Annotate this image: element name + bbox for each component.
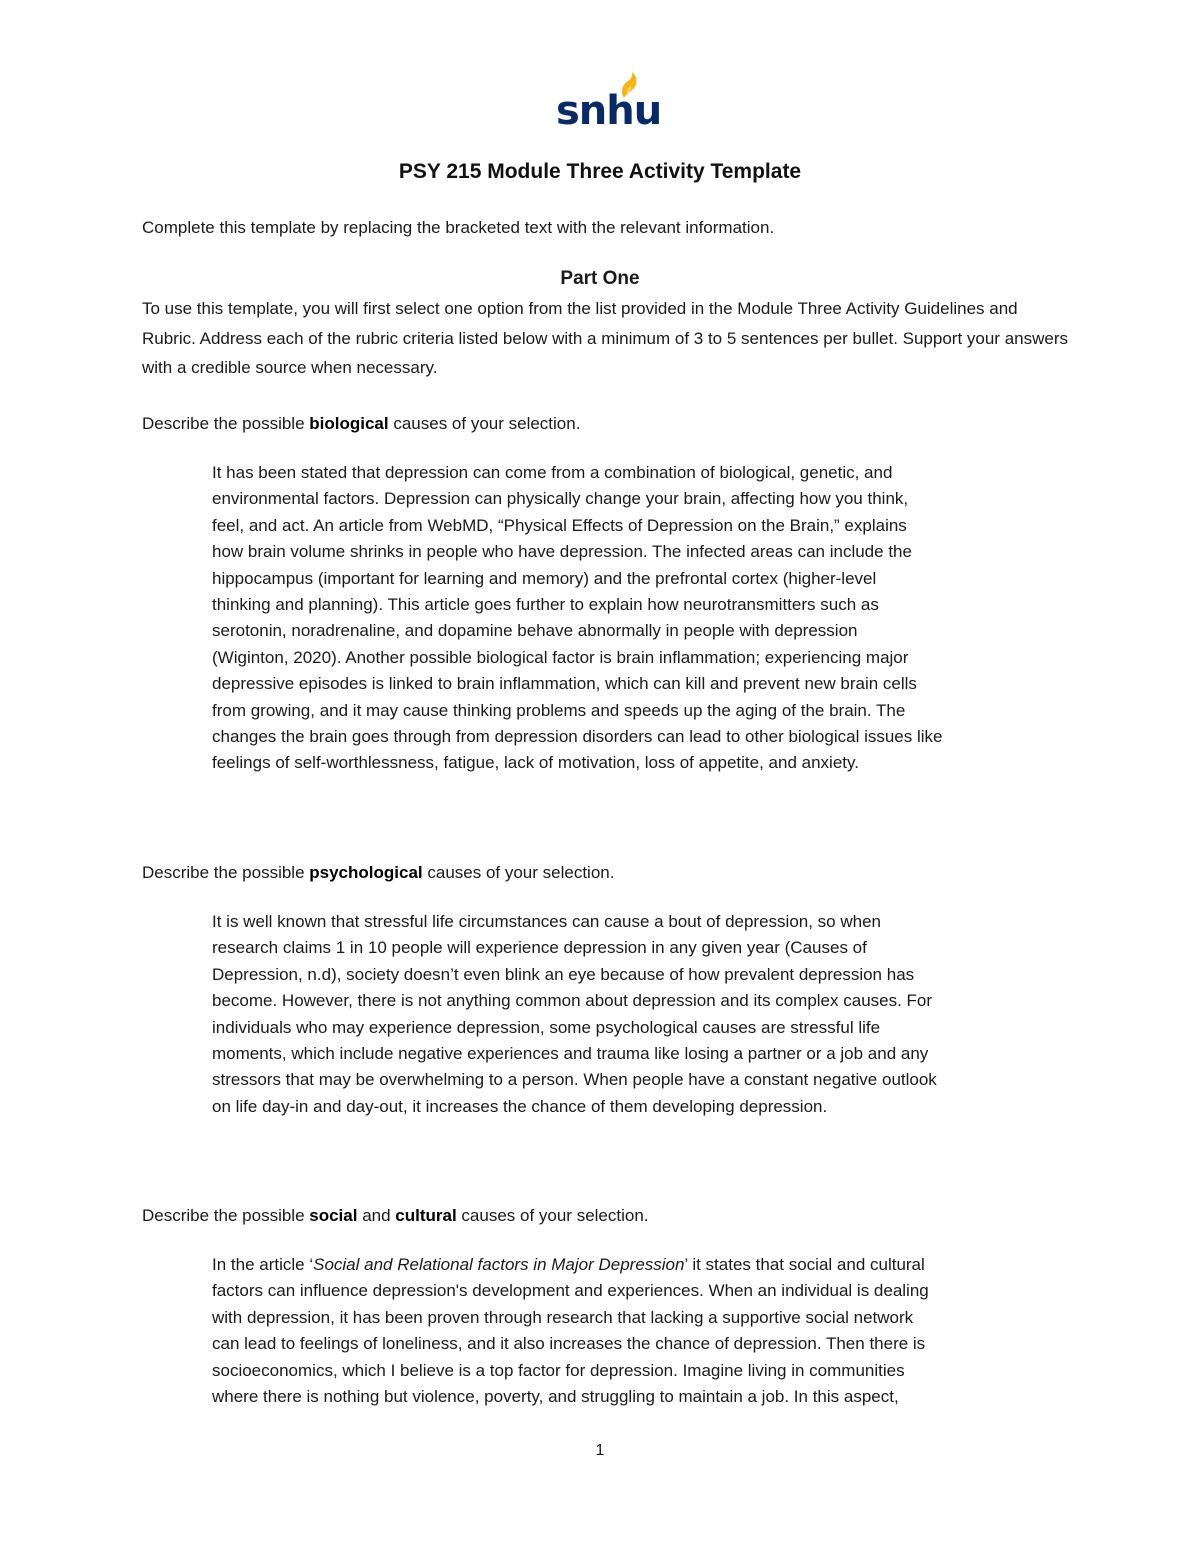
answer-line: stressors that may be overwhelming to a person. When people have a constant negative outlook — [212, 1070, 937, 1090]
answer-line: feelings of self-worthlessness, fatigue, lack of motivation, loss of appetite, and anxiety. — [212, 753, 859, 773]
answer-line: moments, which include negative experiences and trauma like losing a partner or a job and any — [212, 1044, 929, 1064]
snhu-logo — [552, 72, 662, 134]
answer-line: (Wiginton, 2020). Another possible biological factor is brain inflammation; experiencing major — [212, 647, 909, 667]
answer-line: feel, and act. An article from WebMD, “Physical Effects of Depression on the Brain,” explains — [212, 515, 907, 535]
page-number: 1 — [595, 1442, 605, 1459]
page-title: PSY 215 Module Three Activity Template — [398, 160, 802, 183]
cultural-keyword: cultural — [395, 1206, 457, 1225]
social-keyword: social — [309, 1206, 358, 1225]
answer-line: socioeconomics, which I believe is a top factor for depression. Imagine living in communities — [212, 1360, 905, 1380]
part-one-instructions: To use this template, you will first select one option from the list provided in the Module Three Activity Guidelines and Rubric. Address each of the rubric criteria listed below with a minimum of 3 to 5 sentences per bullet. Support your answers with a credible source when necessary. — [142, 299, 1068, 377]
answer-line: can lead to feelings of loneliness, and it also increases the chance of depression. Then there is — [212, 1334, 926, 1354]
intro-text: Complete this template by replacing the bracketed text with the relevant information. — [142, 218, 775, 237]
answer-line: from growing, and it may cause thinking problems and speeds up the aging of the brain. The — [212, 700, 906, 720]
answer-line: It is well known that stressful life circumstances can cause a bout of depression, so when — [212, 912, 881, 931]
answer-line: how brain volume shrinks in people who have depression. The infected areas can include the — [212, 542, 912, 562]
answer-line: on life day-in and day-out, it increases the chance of them developing depression. — [212, 1096, 828, 1116]
social-cultural-prompt: Describe the possible social and cultural causes of your selection. — [142, 1206, 649, 1225]
answer-line: individuals who may experience depression, some psychological causes are stressful life — [212, 1017, 881, 1037]
biological-answer — [212, 460, 1072, 777]
answer-line: become. However, there is not anything common about depression and its complex causes. For — [212, 991, 933, 1011]
answer-line: Depression, n.d), society doesn’t even blink an eye because of how prevalent depression has — [212, 964, 915, 984]
answer-line: environmental factors. Depression can physically change your brain, affecting how you think, — [212, 489, 909, 509]
answer-line: thinking and planning). This article goes further to explain how neurotransmitters such as — [212, 595, 879, 615]
answer-line: research claims 1 in 10 people will experience depression in any given year (Causes of — [212, 938, 867, 958]
answer-line: factors can influence depression's development and experiences. When an individual is dealing — [212, 1281, 929, 1301]
answer-line: In the article ‘Social and Relational factors in Major Depression’ it states that social and cultural — [212, 1255, 925, 1274]
answer-line: with depression, it has been proven through research that lacking a supportive social network — [212, 1307, 914, 1327]
article-title: Social and Relational factors in Major Depression — [313, 1255, 685, 1274]
psychological-answer — [212, 909, 1072, 1120]
psychological-keyword: psychological — [309, 863, 423, 882]
answer-line: serotonin, noradrenaline, and dopamine behave abnormally in people with depression — [212, 621, 858, 641]
biological-prompt: Describe the possible biological causes of your selection. — [142, 414, 581, 433]
biological-keyword: biological — [309, 414, 389, 433]
answer-line: depressive episodes is linked to brain inflammation, which can kill and prevent new brain cells — [212, 674, 917, 694]
social-cultural-answer — [212, 1252, 1072, 1410]
answer-line: changes the brain goes through from depression disorders can lead to other biological issues like — [212, 727, 943, 747]
logo-wordmark: snhu — [556, 88, 662, 134]
answer-line: where there is nothing but violence, poverty, and struggling to maintain a job. In this aspect, — [212, 1387, 899, 1407]
part-one-heading: Part One — [560, 268, 640, 289]
psychological-prompt: Describe the possible psychological causes of your selection. — [142, 863, 615, 882]
answer-line: hippocampus (important for learning and memory) and the prefrontal cortex (higher-level — [212, 568, 877, 588]
answer-line: It has been stated that depression can come from a combination of biological, genetic, and — [212, 463, 893, 482]
